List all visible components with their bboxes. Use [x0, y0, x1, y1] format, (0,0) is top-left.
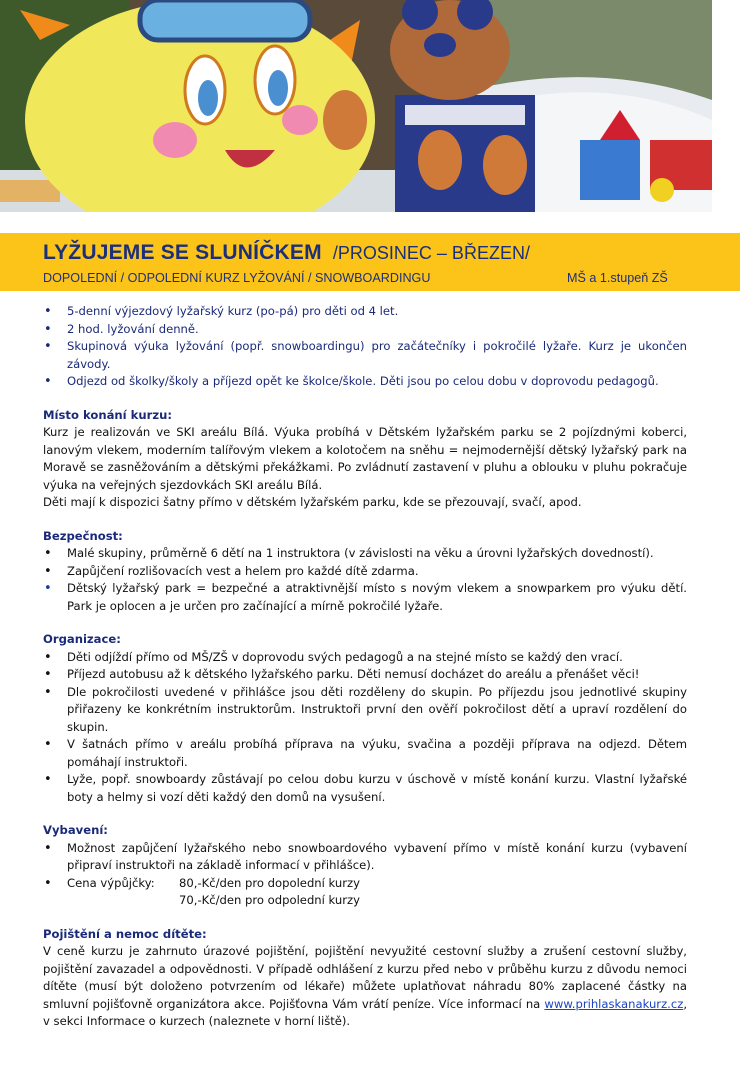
list-item: • Lyže, popř. snowboardy zůstávají po celou dobu kurzu v úschově v místě konání kurzu. Vlastní lyžařské boty a helmy si vozí děti každý den domů na vysušení. [43, 771, 687, 806]
title-season: /PROSINEC – BŘEZEN/ [332, 243, 530, 263]
section-heading-organizace: Organizace: [43, 632, 121, 646]
pojisteni-paragraph [43, 943, 687, 1031]
list-item: • Odjezd od školky/školy a příjezd opět ke školce/škole. Děti jsou po celou dobu v doprovodu pedagogů. [43, 373, 687, 391]
bezpecnost-list [43, 545, 687, 615]
registration-link[interactable]: www.prihlaskanakurz.cz [544, 996, 684, 1011]
intro-list [43, 303, 687, 391]
section-heading-pojisteni: Pojištění a nemoc dítěte: [43, 926, 207, 941]
course-type: DOPOLEDNÍ / ODPOLEDNÍ KURZ LYŽOVÁNÍ / SNOWBOARDINGU [43, 271, 431, 285]
title-main: LYŽUJEME SE SLUNÍČKEM [43, 241, 322, 264]
target-level: MŠ a 1.stupeň ZŠ [567, 271, 668, 285]
price-value-2: 70,-Kč/den pro odpolední kurzy [179, 893, 360, 907]
list-item: • 5-denní výjezdový lyžařský kurz (po-pá) pro děti od 4 let. [43, 303, 687, 321]
misto-paragraph-2: Děti mají k dispozici šatny přímo v dětském lyžařském parku, kde se přezouvají, svačí, apod. [43, 495, 582, 509]
section-heading-vybaveni: Vybavení: [43, 823, 108, 837]
list-item: • Skupinová výuka lyžování (popř. snowboardingu) pro začátečníky i pokročilé lyžaře. Kurz je ukončen závody. [43, 338, 687, 373]
list-item: • V šatnách přímo v areálu probíhá příprava na výuku, svačina a později příprava na odjezd. Dětem pomáhají instruktoři. [43, 736, 687, 771]
list-item: • Děti odjíždí přímo od MŠ/ZŠ v doprovodu svých pedagogů a na stejné místo se každý den vrací. [43, 649, 687, 667]
list-item: • Zapůjčení rozlišovacích vest a helem pro každé dítě zdarma. [43, 563, 687, 581]
pojisteni-text-end: , v sekci Informace o kurzech (naleznete v horní liště). [43, 996, 687, 1028]
pojisteni-text: V ceně kurzu je zahrnuto úrazové pojištění, pojištění nevyužité cestovní služby a zrušení cestovní služby, pojištění zavazadel a odpovědnosti. V případě odhlášení z kurzu před nebo v průběhu kurzu z důvodu nemoci dítěte (musí být doloženo potvrzením od lékaře) můžete uplatňovat náhradu 80% zaplacené částky na smluvní pojišťovně organizátora akce. Pojišťovna Vám vrátí peníze. Více informací na [43, 944, 687, 1011]
list-item: • Dětský lyžařský park = bezpečné a atraktivnější místo s novým vlekem a snowparkem pro výuku dětí. Park je oplocen a je určen pro začínající a mírně pokročilé lyžaře. [43, 580, 687, 615]
misto-paragraph: Kurz je realizován ve SKI areálu Bílá. Výuka probíhá v Dětském lyžařském parku se 2 pojízdnými koberci, lanovým vlekem, moderním talířovým vlekem a kolotočem na sněhu = nejmodernější dětský lyžařský park na Moravě se zasněžováním a dětskými překážkami. Po zvládnutí zastavení v pluhu a oblouku v pluhu pokračuje výuka na veřejných sjezdovkách SKI areálu Bílá. [43, 425, 687, 492]
title-banner [0, 233, 740, 291]
document-body [43, 303, 687, 1031]
price-item [43, 875, 687, 910]
list-item: • Příjezd autobusu až k dětského lyžařského parku. Děti nemusí docházet do areálu a přenášet věci! [43, 666, 687, 684]
list-item: • 2 hod. lyžování denně. [43, 321, 687, 339]
price-value-1: 80,-Kč/den pro dopolední kurzy [179, 875, 360, 890]
section-heading-misto: Místo konání kurzu: [43, 407, 172, 422]
section-heading-bezpecnost: Bezpečnost: [43, 528, 123, 543]
vybaveni-list [43, 840, 687, 910]
list-item: • Dle pokročilosti uvedené v přihlášce jsou děti rozděleny do skupin. Po příjezdu jsou jednotlivé skupiny přiřazeny ke konkrétním instruktorům. Instruktoři první den ověří pokročilost dětí a upraví rozdělení do skupin. [43, 684, 687, 737]
list-item: • Možnost zapůjčení lyžařského nebo snowboardového vybavení přímo v místě konání kurzu (vybavení připraví instruktoři na základě informací v přihlášce). [43, 840, 687, 875]
list-item: • Malé skupiny, průměrně 6 dětí na 1 instruktora (v závislosti na věku a úrovni lyžařských dovedností). [43, 545, 687, 563]
header-photo [0, 0, 712, 212]
page-title [43, 241, 530, 265]
organizace-list [43, 649, 687, 807]
price-label: • Cena výpůjčky: [67, 875, 155, 890]
